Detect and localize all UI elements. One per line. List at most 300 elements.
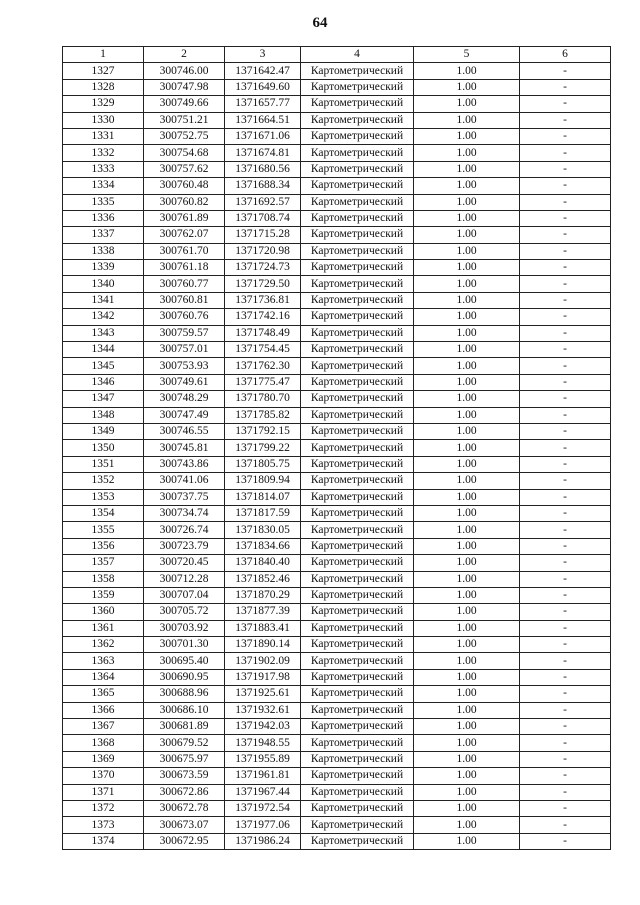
y-coordinate-cell: 1371883.41 xyxy=(225,620,301,636)
coordinates-table xyxy=(62,46,611,850)
y-coordinate-cell: 1371840.40 xyxy=(225,555,301,571)
method-cell: Картометрический xyxy=(301,587,414,603)
note-cell: - xyxy=(520,702,611,718)
table-row xyxy=(63,669,611,685)
accuracy-cell: 1.00 xyxy=(414,800,520,816)
table-row xyxy=(63,800,611,816)
accuracy-cell: 1.00 xyxy=(414,407,520,423)
point-number-cell: 1331 xyxy=(63,128,144,144)
note-cell: - xyxy=(520,79,611,95)
x-coordinate-cell: 300760.48 xyxy=(144,178,225,194)
note-cell: - xyxy=(520,374,611,390)
point-number-cell: 1368 xyxy=(63,735,144,751)
x-coordinate-cell: 300749.66 xyxy=(144,96,225,112)
note-cell: - xyxy=(520,407,611,423)
accuracy-cell: 1.00 xyxy=(414,325,520,341)
x-coordinate-cell: 300753.93 xyxy=(144,358,225,374)
method-cell: Картометрический xyxy=(301,719,414,735)
header-row xyxy=(63,47,611,63)
x-coordinate-cell: 300723.79 xyxy=(144,538,225,554)
accuracy-cell: 1.00 xyxy=(414,210,520,226)
accuracy-cell: 1.00 xyxy=(414,309,520,325)
accuracy-cell: 1.00 xyxy=(414,342,520,358)
table-row xyxy=(63,243,611,259)
table-row xyxy=(63,79,611,95)
y-coordinate-cell: 1371680.56 xyxy=(225,161,301,177)
method-cell: Картометрический xyxy=(301,817,414,833)
accuracy-cell: 1.00 xyxy=(414,522,520,538)
point-number-cell: 1332 xyxy=(63,145,144,161)
note-cell: - xyxy=(520,735,611,751)
x-coordinate-cell: 300761.89 xyxy=(144,210,225,226)
x-coordinate-cell: 300688.96 xyxy=(144,686,225,702)
y-coordinate-cell: 1371642.47 xyxy=(225,63,301,79)
table-row xyxy=(63,276,611,292)
accuracy-cell: 1.00 xyxy=(414,686,520,702)
method-cell: Картометрический xyxy=(301,79,414,95)
note-cell: - xyxy=(520,440,611,456)
method-cell: Картометрический xyxy=(301,112,414,128)
x-coordinate-cell: 300726.74 xyxy=(144,522,225,538)
method-cell: Картометрический xyxy=(301,276,414,292)
accuracy-cell: 1.00 xyxy=(414,751,520,767)
point-number-cell: 1364 xyxy=(63,669,144,685)
x-coordinate-cell: 300672.95 xyxy=(144,833,225,849)
method-cell: Картометрический xyxy=(301,128,414,144)
method-cell: Картометрический xyxy=(301,784,414,800)
note-cell: - xyxy=(520,309,611,325)
note-cell: - xyxy=(520,358,611,374)
note-cell: - xyxy=(520,145,611,161)
y-coordinate-cell: 1371708.74 xyxy=(225,210,301,226)
method-cell: Картометрический xyxy=(301,374,414,390)
table-row xyxy=(63,653,611,669)
method-cell: Картометрический xyxy=(301,260,414,276)
x-coordinate-cell: 300734.74 xyxy=(144,505,225,521)
note-cell: - xyxy=(520,784,611,800)
y-coordinate-cell: 1371736.81 xyxy=(225,292,301,308)
x-coordinate-cell: 300737.75 xyxy=(144,489,225,505)
point-number-cell: 1374 xyxy=(63,833,144,849)
x-coordinate-cell: 300681.89 xyxy=(144,719,225,735)
y-coordinate-cell: 1371688.34 xyxy=(225,178,301,194)
accuracy-cell: 1.00 xyxy=(414,456,520,472)
note-cell: - xyxy=(520,227,611,243)
point-number-cell: 1347 xyxy=(63,391,144,407)
note-cell: - xyxy=(520,276,611,292)
note-cell: - xyxy=(520,751,611,767)
accuracy-cell: 1.00 xyxy=(414,473,520,489)
note-cell: - xyxy=(520,342,611,358)
table-row xyxy=(63,63,611,79)
method-cell: Картометрический xyxy=(301,571,414,587)
y-coordinate-cell: 1371890.14 xyxy=(225,637,301,653)
accuracy-cell: 1.00 xyxy=(414,194,520,210)
note-cell: - xyxy=(520,210,611,226)
y-coordinate-cell: 1371986.24 xyxy=(225,833,301,849)
note-cell: - xyxy=(520,112,611,128)
table-row xyxy=(63,391,611,407)
note-cell: - xyxy=(520,587,611,603)
method-cell: Картометрический xyxy=(301,800,414,816)
method-cell: Картометрический xyxy=(301,161,414,177)
y-coordinate-cell: 1371805.75 xyxy=(225,456,301,472)
accuracy-cell: 1.00 xyxy=(414,161,520,177)
y-coordinate-cell: 1371817.59 xyxy=(225,505,301,521)
table-row xyxy=(63,784,611,800)
table-row xyxy=(63,128,611,144)
y-coordinate-cell: 1371902.09 xyxy=(225,653,301,669)
y-coordinate-cell: 1371780.70 xyxy=(225,391,301,407)
table-row xyxy=(63,260,611,276)
accuracy-cell: 1.00 xyxy=(414,260,520,276)
table-header xyxy=(63,47,611,63)
table-row xyxy=(63,604,611,620)
note-cell: - xyxy=(520,538,611,554)
note-cell: - xyxy=(520,489,611,505)
x-coordinate-cell: 300672.86 xyxy=(144,784,225,800)
x-coordinate-cell: 300712.28 xyxy=(144,571,225,587)
accuracy-cell: 1.00 xyxy=(414,178,520,194)
point-number-cell: 1338 xyxy=(63,243,144,259)
y-coordinate-cell: 1371792.15 xyxy=(225,423,301,439)
table-row xyxy=(63,702,611,718)
x-coordinate-cell: 300760.81 xyxy=(144,292,225,308)
point-number-cell: 1328 xyxy=(63,79,144,95)
accuracy-cell: 1.00 xyxy=(414,505,520,521)
method-cell: Картометрический xyxy=(301,407,414,423)
page-number: 64 xyxy=(312,15,328,31)
method-cell: Картометрический xyxy=(301,292,414,308)
method-cell: Картометрический xyxy=(301,358,414,374)
point-number-cell: 1346 xyxy=(63,374,144,390)
note-cell: - xyxy=(520,555,611,571)
method-cell: Картометрический xyxy=(301,669,414,685)
note-cell: - xyxy=(520,243,611,259)
method-cell: Картометрический xyxy=(301,604,414,620)
y-coordinate-cell: 1371692.57 xyxy=(225,194,301,210)
x-coordinate-cell: 300747.49 xyxy=(144,407,225,423)
method-cell: Картометрический xyxy=(301,145,414,161)
note-cell: - xyxy=(520,63,611,79)
note-cell: - xyxy=(520,423,611,439)
y-coordinate-cell: 1371972.54 xyxy=(225,800,301,816)
point-number-cell: 1345 xyxy=(63,358,144,374)
table-row xyxy=(63,161,611,177)
point-number-cell: 1367 xyxy=(63,719,144,735)
point-number-cell: 1327 xyxy=(63,63,144,79)
point-number-cell: 1350 xyxy=(63,440,144,456)
table-row xyxy=(63,719,611,735)
y-coordinate-cell: 1371932.61 xyxy=(225,702,301,718)
table-row xyxy=(63,342,611,358)
table-row xyxy=(63,227,611,243)
y-coordinate-cell: 1371649.60 xyxy=(225,79,301,95)
point-number-cell: 1344 xyxy=(63,342,144,358)
x-coordinate-cell: 300705.72 xyxy=(144,604,225,620)
point-number-cell: 1370 xyxy=(63,768,144,784)
header-cell-1: 1 xyxy=(63,47,144,63)
accuracy-cell: 1.00 xyxy=(414,391,520,407)
x-coordinate-cell: 300672.78 xyxy=(144,800,225,816)
y-coordinate-cell: 1371925.61 xyxy=(225,686,301,702)
accuracy-cell: 1.00 xyxy=(414,669,520,685)
table-row xyxy=(63,620,611,636)
table-row xyxy=(63,309,611,325)
method-cell: Картометрический xyxy=(301,63,414,79)
note-cell: - xyxy=(520,833,611,849)
table-row xyxy=(63,538,611,554)
table-row xyxy=(63,768,611,784)
accuracy-cell: 1.00 xyxy=(414,538,520,554)
note-cell: - xyxy=(520,260,611,276)
x-coordinate-cell: 300762.07 xyxy=(144,227,225,243)
table-row xyxy=(63,817,611,833)
y-coordinate-cell: 1371775.47 xyxy=(225,374,301,390)
y-coordinate-cell: 1371877.39 xyxy=(225,604,301,620)
note-cell: - xyxy=(520,653,611,669)
accuracy-cell: 1.00 xyxy=(414,96,520,112)
x-coordinate-cell: 300695.40 xyxy=(144,653,225,669)
point-number-cell: 1360 xyxy=(63,604,144,620)
method-cell: Картометрический xyxy=(301,538,414,554)
x-coordinate-cell: 300751.21 xyxy=(144,112,225,128)
y-coordinate-cell: 1371830.05 xyxy=(225,522,301,538)
y-coordinate-cell: 1371715.28 xyxy=(225,227,301,243)
table-row xyxy=(63,210,611,226)
table-row xyxy=(63,194,611,210)
point-number-cell: 1341 xyxy=(63,292,144,308)
point-number-cell: 1362 xyxy=(63,637,144,653)
method-cell: Картометрический xyxy=(301,702,414,718)
note-cell: - xyxy=(520,96,611,112)
note-cell: - xyxy=(520,817,611,833)
method-cell: Картометрический xyxy=(301,325,414,341)
method-cell: Картометрический xyxy=(301,391,414,407)
point-number-cell: 1356 xyxy=(63,538,144,554)
table-row xyxy=(63,833,611,849)
y-coordinate-cell: 1371799.22 xyxy=(225,440,301,456)
y-coordinate-cell: 1371852.46 xyxy=(225,571,301,587)
table-row xyxy=(63,407,611,423)
x-coordinate-cell: 300752.75 xyxy=(144,128,225,144)
method-cell: Картометрический xyxy=(301,653,414,669)
x-coordinate-cell: 300761.70 xyxy=(144,243,225,259)
note-cell: - xyxy=(520,768,611,784)
x-coordinate-cell: 300675.97 xyxy=(144,751,225,767)
y-coordinate-cell: 1371724.73 xyxy=(225,260,301,276)
note-cell: - xyxy=(520,719,611,735)
point-number-cell: 1365 xyxy=(63,686,144,702)
y-coordinate-cell: 1371742.16 xyxy=(225,309,301,325)
accuracy-cell: 1.00 xyxy=(414,374,520,390)
accuracy-cell: 1.00 xyxy=(414,587,520,603)
table-row xyxy=(63,522,611,538)
note-cell: - xyxy=(520,292,611,308)
header-cell-4: 4 xyxy=(301,47,414,63)
y-coordinate-cell: 1371785.82 xyxy=(225,407,301,423)
accuracy-cell: 1.00 xyxy=(414,768,520,784)
point-number-cell: 1353 xyxy=(63,489,144,505)
table-row xyxy=(63,96,611,112)
x-coordinate-cell: 300673.59 xyxy=(144,768,225,784)
y-coordinate-cell: 1371729.50 xyxy=(225,276,301,292)
table-row xyxy=(63,489,611,505)
table-row xyxy=(63,686,611,702)
method-cell: Картометрический xyxy=(301,456,414,472)
header-cell-3: 3 xyxy=(225,47,301,63)
x-coordinate-cell: 300748.29 xyxy=(144,391,225,407)
point-number-cell: 1355 xyxy=(63,522,144,538)
table-row xyxy=(63,587,611,603)
point-number-cell: 1342 xyxy=(63,309,144,325)
header-cell-6: 6 xyxy=(520,47,611,63)
method-cell: Картометрический xyxy=(301,194,414,210)
method-cell: Картометрический xyxy=(301,473,414,489)
accuracy-cell: 1.00 xyxy=(414,719,520,735)
y-coordinate-cell: 1371917.98 xyxy=(225,669,301,685)
table-row xyxy=(63,374,611,390)
point-number-cell: 1348 xyxy=(63,407,144,423)
accuracy-cell: 1.00 xyxy=(414,604,520,620)
method-cell: Картометрический xyxy=(301,342,414,358)
point-number-cell: 1334 xyxy=(63,178,144,194)
point-number-cell: 1339 xyxy=(63,260,144,276)
point-number-cell: 1333 xyxy=(63,161,144,177)
note-cell: - xyxy=(520,505,611,521)
y-coordinate-cell: 1371671.06 xyxy=(225,128,301,144)
x-coordinate-cell: 300746.00 xyxy=(144,63,225,79)
note-cell: - xyxy=(520,325,611,341)
x-coordinate-cell: 300760.76 xyxy=(144,309,225,325)
table-row xyxy=(63,112,611,128)
accuracy-cell: 1.00 xyxy=(414,571,520,587)
method-cell: Картометрический xyxy=(301,505,414,521)
accuracy-cell: 1.00 xyxy=(414,784,520,800)
note-cell: - xyxy=(520,669,611,685)
x-coordinate-cell: 300679.52 xyxy=(144,735,225,751)
method-cell: Картометрический xyxy=(301,178,414,194)
point-number-cell: 1358 xyxy=(63,571,144,587)
note-cell: - xyxy=(520,604,611,620)
accuracy-cell: 1.00 xyxy=(414,620,520,636)
method-cell: Картометрический xyxy=(301,555,414,571)
accuracy-cell: 1.00 xyxy=(414,653,520,669)
table-row xyxy=(63,358,611,374)
point-number-cell: 1366 xyxy=(63,702,144,718)
x-coordinate-cell: 300703.92 xyxy=(144,620,225,636)
x-coordinate-cell: 300741.06 xyxy=(144,473,225,489)
header-cell-5: 5 xyxy=(414,47,520,63)
x-coordinate-cell: 300757.01 xyxy=(144,342,225,358)
x-coordinate-cell: 300747.98 xyxy=(144,79,225,95)
point-number-cell: 1359 xyxy=(63,587,144,603)
table-row xyxy=(63,440,611,456)
accuracy-cell: 1.00 xyxy=(414,489,520,505)
y-coordinate-cell: 1371955.89 xyxy=(225,751,301,767)
point-number-cell: 1343 xyxy=(63,325,144,341)
accuracy-cell: 1.00 xyxy=(414,833,520,849)
point-number-cell: 1371 xyxy=(63,784,144,800)
header-cell-2: 2 xyxy=(144,47,225,63)
method-cell: Картометрический xyxy=(301,423,414,439)
point-number-cell: 1369 xyxy=(63,751,144,767)
y-coordinate-cell: 1371948.55 xyxy=(225,735,301,751)
table-row xyxy=(63,571,611,587)
x-coordinate-cell: 300745.81 xyxy=(144,440,225,456)
x-coordinate-cell: 300760.77 xyxy=(144,276,225,292)
method-cell: Картометрический xyxy=(301,210,414,226)
note-cell: - xyxy=(520,800,611,816)
accuracy-cell: 1.00 xyxy=(414,79,520,95)
y-coordinate-cell: 1371834.66 xyxy=(225,538,301,554)
method-cell: Картометрический xyxy=(301,751,414,767)
accuracy-cell: 1.00 xyxy=(414,735,520,751)
method-cell: Картометрический xyxy=(301,489,414,505)
point-number-cell: 1329 xyxy=(63,96,144,112)
x-coordinate-cell: 300760.82 xyxy=(144,194,225,210)
accuracy-cell: 1.00 xyxy=(414,358,520,374)
point-number-cell: 1354 xyxy=(63,505,144,521)
x-coordinate-cell: 300707.04 xyxy=(144,587,225,603)
table-row xyxy=(63,751,611,767)
x-coordinate-cell: 300701.30 xyxy=(144,637,225,653)
table-row xyxy=(63,735,611,751)
point-number-cell: 1352 xyxy=(63,473,144,489)
point-number-cell: 1357 xyxy=(63,555,144,571)
table-row xyxy=(63,145,611,161)
point-number-cell: 1340 xyxy=(63,276,144,292)
point-number-cell: 1361 xyxy=(63,620,144,636)
method-cell: Картометрический xyxy=(301,309,414,325)
point-number-cell: 1363 xyxy=(63,653,144,669)
accuracy-cell: 1.00 xyxy=(414,112,520,128)
method-cell: Картометрический xyxy=(301,440,414,456)
x-coordinate-cell: 300759.57 xyxy=(144,325,225,341)
accuracy-cell: 1.00 xyxy=(414,637,520,653)
note-cell: - xyxy=(520,178,611,194)
y-coordinate-cell: 1371942.03 xyxy=(225,719,301,735)
note-cell: - xyxy=(520,194,611,210)
x-coordinate-cell: 300757.62 xyxy=(144,161,225,177)
y-coordinate-cell: 1371664.51 xyxy=(225,112,301,128)
y-coordinate-cell: 1371814.07 xyxy=(225,489,301,505)
table-row xyxy=(63,178,611,194)
point-number-cell: 1336 xyxy=(63,210,144,226)
point-number-cell: 1349 xyxy=(63,423,144,439)
note-cell: - xyxy=(520,128,611,144)
x-coordinate-cell: 300761.18 xyxy=(144,260,225,276)
x-coordinate-cell: 300690.95 xyxy=(144,669,225,685)
method-cell: Картометрический xyxy=(301,735,414,751)
method-cell: Картометрический xyxy=(301,227,414,243)
x-coordinate-cell: 300749.61 xyxy=(144,374,225,390)
accuracy-cell: 1.00 xyxy=(414,440,520,456)
table-row xyxy=(63,555,611,571)
note-cell: - xyxy=(520,456,611,472)
point-number-cell: 1373 xyxy=(63,817,144,833)
y-coordinate-cell: 1371720.98 xyxy=(225,243,301,259)
accuracy-cell: 1.00 xyxy=(414,292,520,308)
y-coordinate-cell: 1371754.45 xyxy=(225,342,301,358)
point-number-cell: 1372 xyxy=(63,800,144,816)
note-cell: - xyxy=(520,637,611,653)
x-coordinate-cell: 300754.68 xyxy=(144,145,225,161)
accuracy-cell: 1.00 xyxy=(414,276,520,292)
method-cell: Картометрический xyxy=(301,768,414,784)
accuracy-cell: 1.00 xyxy=(414,128,520,144)
point-number-cell: 1330 xyxy=(63,112,144,128)
